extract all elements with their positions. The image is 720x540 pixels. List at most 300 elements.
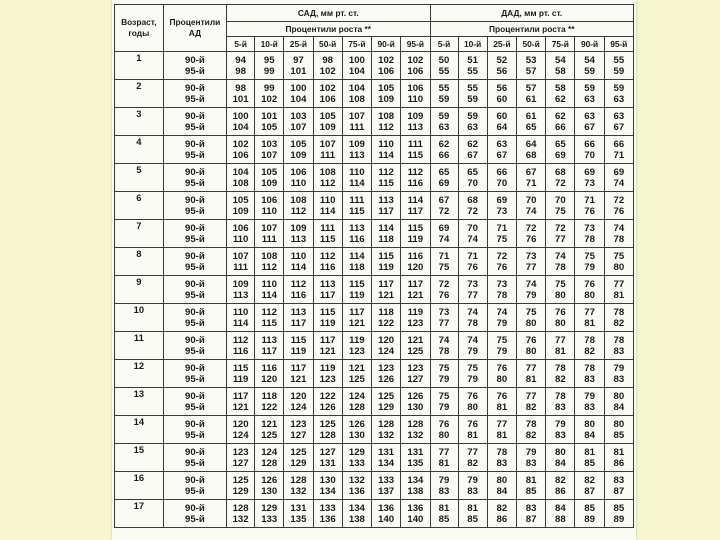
age-cell: 6 (115, 192, 164, 220)
dad-value-cell: 77 81 (430, 444, 458, 472)
sad-value-cell: 113 117 (284, 304, 313, 332)
sad-value-cell: 109 113 (284, 220, 313, 248)
sad-value-cell: 114 118 (372, 220, 401, 248)
dad-value-cell: 80 84 (604, 388, 633, 416)
sad-value-cell: 119 123 (342, 332, 371, 360)
sad-value-cell: 112 116 (227, 332, 255, 360)
sad-value-cell: 112 116 (313, 248, 342, 276)
dad-value-cell: 65 70 (458, 164, 487, 192)
dad-value-cell: 73 77 (516, 248, 545, 276)
dad-header: ДАД, мм рт. ст. (430, 5, 634, 22)
sad-value-cell: 129 133 (342, 444, 371, 472)
sad-value-cell: 112 116 (284, 276, 313, 304)
dad-value-cell: 75 80 (604, 248, 633, 276)
sad-value-cell: 118 122 (255, 388, 284, 416)
dad-growth-col: 10-й (458, 37, 487, 52)
sad-value-cell: 102 106 (372, 52, 401, 80)
sad-value-cell: 108 112 (284, 192, 313, 220)
dad-value-cell: 83 87 (516, 500, 545, 528)
dad-value-cell: 75 79 (458, 360, 487, 388)
dad-value-cell: 69 73 (487, 192, 516, 220)
dad-value-cell: 77 81 (516, 360, 545, 388)
dad-value-cell: 71 76 (575, 192, 604, 220)
dad-value-cell: 81 86 (604, 444, 633, 472)
dad-value-cell: 78 83 (604, 332, 633, 360)
sad-value-cell: 98 102 (313, 52, 342, 80)
table-row (115, 192, 634, 220)
dad-value-cell: 77 82 (458, 444, 487, 472)
dad-value-cell: 53 57 (516, 52, 545, 80)
sad-value-cell: 134 138 (342, 500, 371, 528)
dad-value-cell: 78 82 (575, 332, 604, 360)
dad-value-cell: 74 78 (458, 304, 487, 332)
sad-value-cell: 119 123 (313, 360, 342, 388)
dad-value-cell: 78 83 (546, 388, 575, 416)
age-cell: 12 (115, 360, 164, 388)
dad-value-cell: 58 62 (546, 80, 575, 108)
sad-value-cell: 105 109 (313, 108, 342, 136)
dad-value-cell: 78 82 (516, 416, 545, 444)
dad-value-cell: 75 79 (575, 248, 604, 276)
sad-value-cell: 113 117 (372, 192, 401, 220)
dad-value-cell: 72 77 (546, 220, 575, 248)
sad-value-cell: 109 113 (401, 108, 430, 136)
percentile-cell: 90-й 95-й (163, 500, 226, 528)
sad-value-cell: 100 104 (342, 52, 371, 80)
sad-value-cell: 106 110 (255, 192, 284, 220)
table-row (115, 472, 634, 500)
dad-value-cell: 73 78 (575, 220, 604, 248)
dad-value-cell: 82 87 (575, 472, 604, 500)
dad-value-cell: 75 79 (430, 388, 458, 416)
dad-value-cell: 82 86 (487, 500, 516, 528)
dad-value-cell: 76 81 (458, 416, 487, 444)
dad-value-cell: 54 58 (546, 52, 575, 80)
dad-growth-col: 5-й (430, 37, 458, 52)
age-cell: 15 (115, 444, 164, 472)
sad-growth-col: 25-й (284, 37, 313, 52)
sad-value-cell: 110 114 (372, 136, 401, 164)
dad-value-cell: 85 89 (575, 500, 604, 528)
dad-value-cell: 79 83 (430, 472, 458, 500)
dad-value-cell: 71 75 (487, 220, 516, 248)
sad-value-cell: 108 112 (313, 164, 342, 192)
sad-value-cell: 104 108 (227, 164, 255, 192)
sad-value-cell: 117 121 (227, 388, 255, 416)
dad-value-cell: 76 80 (575, 276, 604, 304)
sad-growth-col: 5-й (227, 37, 255, 52)
sad-value-cell: 100 104 (227, 108, 255, 136)
table-row (115, 500, 634, 528)
dad-value-cell: 79 83 (516, 444, 545, 472)
sad-value-cell: 115 119 (284, 332, 313, 360)
percentile-cell: 90-й 95-й (163, 276, 226, 304)
dad-value-cell: 76 80 (430, 416, 458, 444)
blood-pressure-table (114, 4, 634, 528)
age-cell: 5 (115, 164, 164, 192)
sad-value-cell: 102 106 (227, 136, 255, 164)
sad-value-cell: 115 119 (342, 276, 371, 304)
table-body (115, 52, 634, 528)
dad-value-cell: 66 70 (575, 136, 604, 164)
sad-value-cell: 97 101 (284, 52, 313, 80)
sad-value-cell: 124 128 (342, 388, 371, 416)
sad-value-cell: 125 129 (227, 472, 255, 500)
sad-value-cell: 120 124 (284, 388, 313, 416)
dad-value-cell: 56 60 (487, 80, 516, 108)
sad-value-cell: 105 109 (227, 192, 255, 220)
dad-value-cell: 79 83 (604, 360, 633, 388)
dad-value-cell: 73 77 (430, 304, 458, 332)
sad-value-cell: 109 113 (342, 136, 371, 164)
dad-growth-col: 50-й (516, 37, 545, 52)
sad-value-cell: 124 128 (255, 444, 284, 472)
sad-value-cell: 117 121 (401, 276, 430, 304)
sad-value-cell: 136 140 (401, 500, 430, 528)
dad-value-cell: 65 69 (546, 136, 575, 164)
dad-value-cell: 81 85 (575, 444, 604, 472)
sad-value-cell: 125 129 (284, 444, 313, 472)
sad-value-cell: 117 121 (284, 360, 313, 388)
sad-value-cell: 121 125 (401, 332, 430, 360)
table-row (115, 164, 634, 192)
dad-value-cell: 71 75 (430, 248, 458, 276)
dad-value-cell: 69 74 (430, 220, 458, 248)
sad-value-cell: 100 104 (284, 80, 313, 108)
table-row (115, 136, 634, 164)
percentile-cell: 90-й 95-й (163, 444, 226, 472)
sad-value-cell: 114 118 (342, 248, 371, 276)
percentile-cell: 90-й 95-й (163, 136, 226, 164)
dad-value-cell: 50 55 (430, 52, 458, 80)
dad-value-cell: 59 63 (575, 80, 604, 108)
dad-value-cell: 66 70 (487, 164, 516, 192)
sad-value-cell: 110 114 (255, 276, 284, 304)
sad-value-cell: 117 121 (313, 332, 342, 360)
table-row (115, 220, 634, 248)
dad-value-cell: 65 69 (430, 164, 458, 192)
age-header: Возраст, годы (115, 5, 164, 52)
dad-value-cell: 59 63 (604, 80, 633, 108)
dad-value-cell: 52 56 (487, 52, 516, 80)
dad-value-cell: 78 82 (546, 360, 575, 388)
sad-value-cell: 132 136 (342, 472, 371, 500)
sad-value-cell: 126 130 (401, 388, 430, 416)
dad-value-cell: 70 74 (516, 192, 545, 220)
dad-value-cell: 70 74 (458, 220, 487, 248)
dad-value-cell: 73 78 (487, 276, 516, 304)
sad-growth-col: 90-й (372, 37, 401, 52)
sad-value-cell: 110 114 (227, 304, 255, 332)
dad-value-cell: 80 84 (546, 444, 575, 472)
dad-value-cell: 64 68 (516, 136, 545, 164)
sad-value-cell: 131 135 (401, 444, 430, 472)
dad-value-cell: 74 79 (487, 304, 516, 332)
table-row (115, 80, 634, 108)
scanned-page (112, 0, 636, 540)
dad-value-cell: 79 83 (458, 472, 487, 500)
age-cell: 4 (115, 136, 164, 164)
dad-value-cell: 75 79 (430, 360, 458, 388)
dad-value-cell: 66 71 (604, 136, 633, 164)
dad-value-cell: 67 72 (430, 192, 458, 220)
dad-value-cell: 81 85 (458, 500, 487, 528)
dad-value-cell: 55 59 (458, 80, 487, 108)
percentile-cell: 90-й 95-й (163, 192, 226, 220)
dad-value-cell: 74 79 (458, 332, 487, 360)
sad-value-cell: 106 110 (284, 164, 313, 192)
dad-value-cell: 76 80 (458, 388, 487, 416)
dad-value-cell: 79 83 (546, 416, 575, 444)
dad-value-cell: 80 85 (604, 416, 633, 444)
table-row (115, 360, 634, 388)
table-row (115, 108, 634, 136)
sad-value-cell: 106 110 (227, 220, 255, 248)
dad-value-cell: 74 79 (516, 276, 545, 304)
dad-value-cell: 63 67 (604, 108, 633, 136)
table-row (115, 52, 634, 80)
percentile-cell: 90-й 95-й (163, 52, 226, 80)
age-cell: 11 (115, 332, 164, 360)
sad-value-cell: 94 98 (227, 52, 255, 80)
table-row (115, 388, 634, 416)
sad-value-cell: 131 135 (284, 500, 313, 528)
dad-value-cell: 72 76 (604, 192, 633, 220)
sad-value-cell: 98 101 (227, 80, 255, 108)
dad-value-cell: 80 84 (575, 416, 604, 444)
dad-value-cell: 85 89 (604, 500, 633, 528)
sad-value-cell: 111 115 (342, 192, 371, 220)
dad-growth-col: 90-й (575, 37, 604, 52)
sad-value-cell: 133 136 (313, 500, 342, 528)
sad-value-cell: 125 128 (313, 416, 342, 444)
sad-value-cell: 95 99 (255, 52, 284, 80)
dad-value-cell: 72 76 (487, 248, 516, 276)
percentile-cell: 90-й 95-й (163, 388, 226, 416)
dad-value-cell: 77 81 (487, 416, 516, 444)
dad-value-cell: 54 59 (575, 52, 604, 80)
percentile-cell: 90-й 95-й (163, 248, 226, 276)
dad-value-cell: 82 86 (546, 472, 575, 500)
dad-value-cell: 51 55 (458, 52, 487, 80)
percentile-cell: 90-й 95-й (163, 220, 226, 248)
dad-value-cell: 77 81 (546, 332, 575, 360)
dad-value-cell: 55 59 (430, 80, 458, 108)
dad-value-cell: 69 74 (604, 164, 633, 192)
sad-value-cell: 125 129 (372, 388, 401, 416)
sad-value-cell: 134 138 (401, 472, 430, 500)
dad-value-cell: 73 77 (458, 276, 487, 304)
age-cell: 16 (115, 472, 164, 500)
dad-value-cell: 62 66 (430, 136, 458, 164)
sad-value-cell: 113 117 (255, 332, 284, 360)
percentile-cell: 90-й 95-й (163, 304, 226, 332)
sad-value-cell: 111 115 (401, 136, 430, 164)
dad-value-cell: 59 63 (458, 108, 487, 136)
table-row (115, 416, 634, 444)
dad-growth-col: 95-й (604, 37, 633, 52)
dad-value-cell: 63 67 (487, 136, 516, 164)
dad-value-cell: 76 80 (546, 304, 575, 332)
sad-value-cell: 117 121 (372, 276, 401, 304)
sad-header: САД, мм рт. ст. (227, 5, 430, 22)
percentile-cell: 90-й 95-й (163, 164, 226, 192)
dad-value-cell: 79 83 (575, 388, 604, 416)
sad-value-cell: 118 122 (372, 304, 401, 332)
dad-value-cell: 77 81 (604, 276, 633, 304)
age-cell: 2 (115, 80, 164, 108)
dad-value-cell: 74 78 (546, 248, 575, 276)
sad-value-cell: 107 111 (255, 220, 284, 248)
dad-value-cell: 68 72 (458, 192, 487, 220)
dad-value-cell: 81 85 (430, 500, 458, 528)
dad-value-cell: 74 78 (430, 332, 458, 360)
sad-growth-col: 75-й (342, 37, 371, 52)
sad-value-cell: 105 109 (372, 80, 401, 108)
dad-value-cell: 75 80 (546, 276, 575, 304)
dad-value-cell: 77 81 (575, 304, 604, 332)
percentile-cell: 90-й 95-й (163, 108, 226, 136)
dad-value-cell: 59 63 (430, 108, 458, 136)
sad-value-cell: 114 117 (401, 192, 430, 220)
sad-value-cell: 115 119 (401, 220, 430, 248)
dad-value-cell: 80 84 (487, 472, 516, 500)
sad-value-cell: 108 112 (372, 108, 401, 136)
sad-value-cell: 122 126 (313, 388, 342, 416)
sad-value-cell: 103 107 (255, 136, 284, 164)
sad-value-cell: 116 120 (401, 248, 430, 276)
sad-value-cell: 120 124 (372, 332, 401, 360)
table-row (115, 304, 634, 332)
sad-value-cell: 105 109 (255, 164, 284, 192)
sad-value-cell: 126 130 (255, 472, 284, 500)
sad-value-cell: 119 123 (401, 304, 430, 332)
sad-value-cell: 123 127 (227, 444, 255, 472)
dad-value-cell: 72 76 (430, 276, 458, 304)
dad-value-cell: 78 82 (604, 304, 633, 332)
sad-value-cell: 136 140 (372, 500, 401, 528)
sad-value-cell: 107 111 (313, 136, 342, 164)
dad-value-cell: 76 81 (487, 388, 516, 416)
sad-growth-header: Процентили роста ** (227, 22, 430, 37)
sad-value-cell: 109 113 (227, 276, 255, 304)
sad-value-cell: 113 116 (342, 220, 371, 248)
sad-value-cell: 120 124 (227, 416, 255, 444)
sad-value-cell: 131 134 (372, 444, 401, 472)
age-cell: 10 (115, 304, 164, 332)
sad-value-cell: 105 109 (284, 136, 313, 164)
sad-value-cell: 112 116 (401, 164, 430, 192)
percentile-cell: 90-й 95-й (163, 472, 226, 500)
percentile-header: Процентили АД (163, 5, 226, 52)
sad-value-cell: 130 134 (313, 472, 342, 500)
percentile-cell: 90-й 95-й (163, 360, 226, 388)
dad-value-cell: 70 75 (546, 192, 575, 220)
sad-value-cell: 106 110 (401, 80, 430, 108)
dad-value-cell: 75 79 (487, 332, 516, 360)
age-cell: 7 (115, 220, 164, 248)
sad-value-cell: 123 127 (401, 360, 430, 388)
sad-value-cell: 107 111 (227, 248, 255, 276)
dad-value-cell: 55 59 (604, 52, 633, 80)
age-cell: 1 (115, 52, 164, 80)
dad-growth-header: Процентили роста ** (430, 22, 634, 37)
table-row (115, 332, 634, 360)
sad-growth-col: 10-й (255, 37, 284, 52)
dad-value-cell: 76 80 (516, 332, 545, 360)
sad-value-cell: 102 106 (401, 52, 430, 80)
sad-value-cell: 115 119 (372, 248, 401, 276)
sad-value-cell: 110 114 (342, 164, 371, 192)
sad-value-cell: 112 115 (255, 304, 284, 332)
dad-value-cell: 60 64 (487, 108, 516, 136)
sad-value-cell: 108 112 (255, 248, 284, 276)
sad-growth-col: 50-й (313, 37, 342, 52)
dad-value-cell: 84 88 (546, 500, 575, 528)
sad-value-cell: 127 131 (313, 444, 342, 472)
sad-value-cell: 110 114 (284, 248, 313, 276)
sad-value-cell: 99 102 (255, 80, 284, 108)
table-row (115, 444, 634, 472)
age-cell: 3 (115, 108, 164, 136)
percentile-cell: 90-й 95-й (163, 80, 226, 108)
sad-value-cell: 113 117 (313, 276, 342, 304)
sad-value-cell: 116 120 (255, 360, 284, 388)
dad-value-cell: 72 76 (516, 220, 545, 248)
age-cell: 17 (115, 500, 164, 528)
sad-value-cell: 115 119 (227, 360, 255, 388)
sad-value-cell: 102 106 (313, 80, 342, 108)
sad-value-cell: 121 125 (255, 416, 284, 444)
dad-value-cell: 78 83 (487, 444, 516, 472)
dad-value-cell: 81 85 (516, 472, 545, 500)
dad-value-cell: 57 61 (516, 80, 545, 108)
dad-value-cell: 62 66 (546, 108, 575, 136)
age-cell: 13 (115, 388, 164, 416)
sad-value-cell: 129 133 (255, 500, 284, 528)
sad-value-cell: 128 132 (227, 500, 255, 528)
sad-value-cell: 115 119 (313, 304, 342, 332)
dad-value-cell: 77 82 (516, 388, 545, 416)
dad-value-cell: 74 78 (604, 220, 633, 248)
sad-value-cell: 123 127 (284, 416, 313, 444)
dad-value-cell: 83 87 (604, 472, 633, 500)
sad-value-cell: 111 115 (313, 220, 342, 248)
dad-value-cell: 68 72 (546, 164, 575, 192)
sad-value-cell: 110 114 (313, 192, 342, 220)
age-cell: 14 (115, 416, 164, 444)
sad-value-cell: 107 111 (342, 108, 371, 136)
dad-value-cell: 78 83 (575, 360, 604, 388)
sad-value-cell: 126 130 (342, 416, 371, 444)
percentile-cell: 90-й 95-й (163, 416, 226, 444)
dad-value-cell: 71 76 (458, 248, 487, 276)
sad-value-cell: 104 108 (342, 80, 371, 108)
age-cell: 8 (115, 248, 164, 276)
sad-value-cell: 123 126 (372, 360, 401, 388)
sad-value-cell: 121 125 (342, 360, 371, 388)
sad-value-cell: 101 105 (255, 108, 284, 136)
sad-value-cell: 133 137 (372, 472, 401, 500)
dad-value-cell: 67 71 (516, 164, 545, 192)
dad-value-cell: 62 67 (458, 136, 487, 164)
sad-value-cell: 128 132 (284, 472, 313, 500)
dad-value-cell: 69 73 (575, 164, 604, 192)
sad-value-cell: 103 107 (284, 108, 313, 136)
sad-value-cell: 128 132 (401, 416, 430, 444)
percentile-cell: 90-й 95-й (163, 332, 226, 360)
age-cell: 9 (115, 276, 164, 304)
